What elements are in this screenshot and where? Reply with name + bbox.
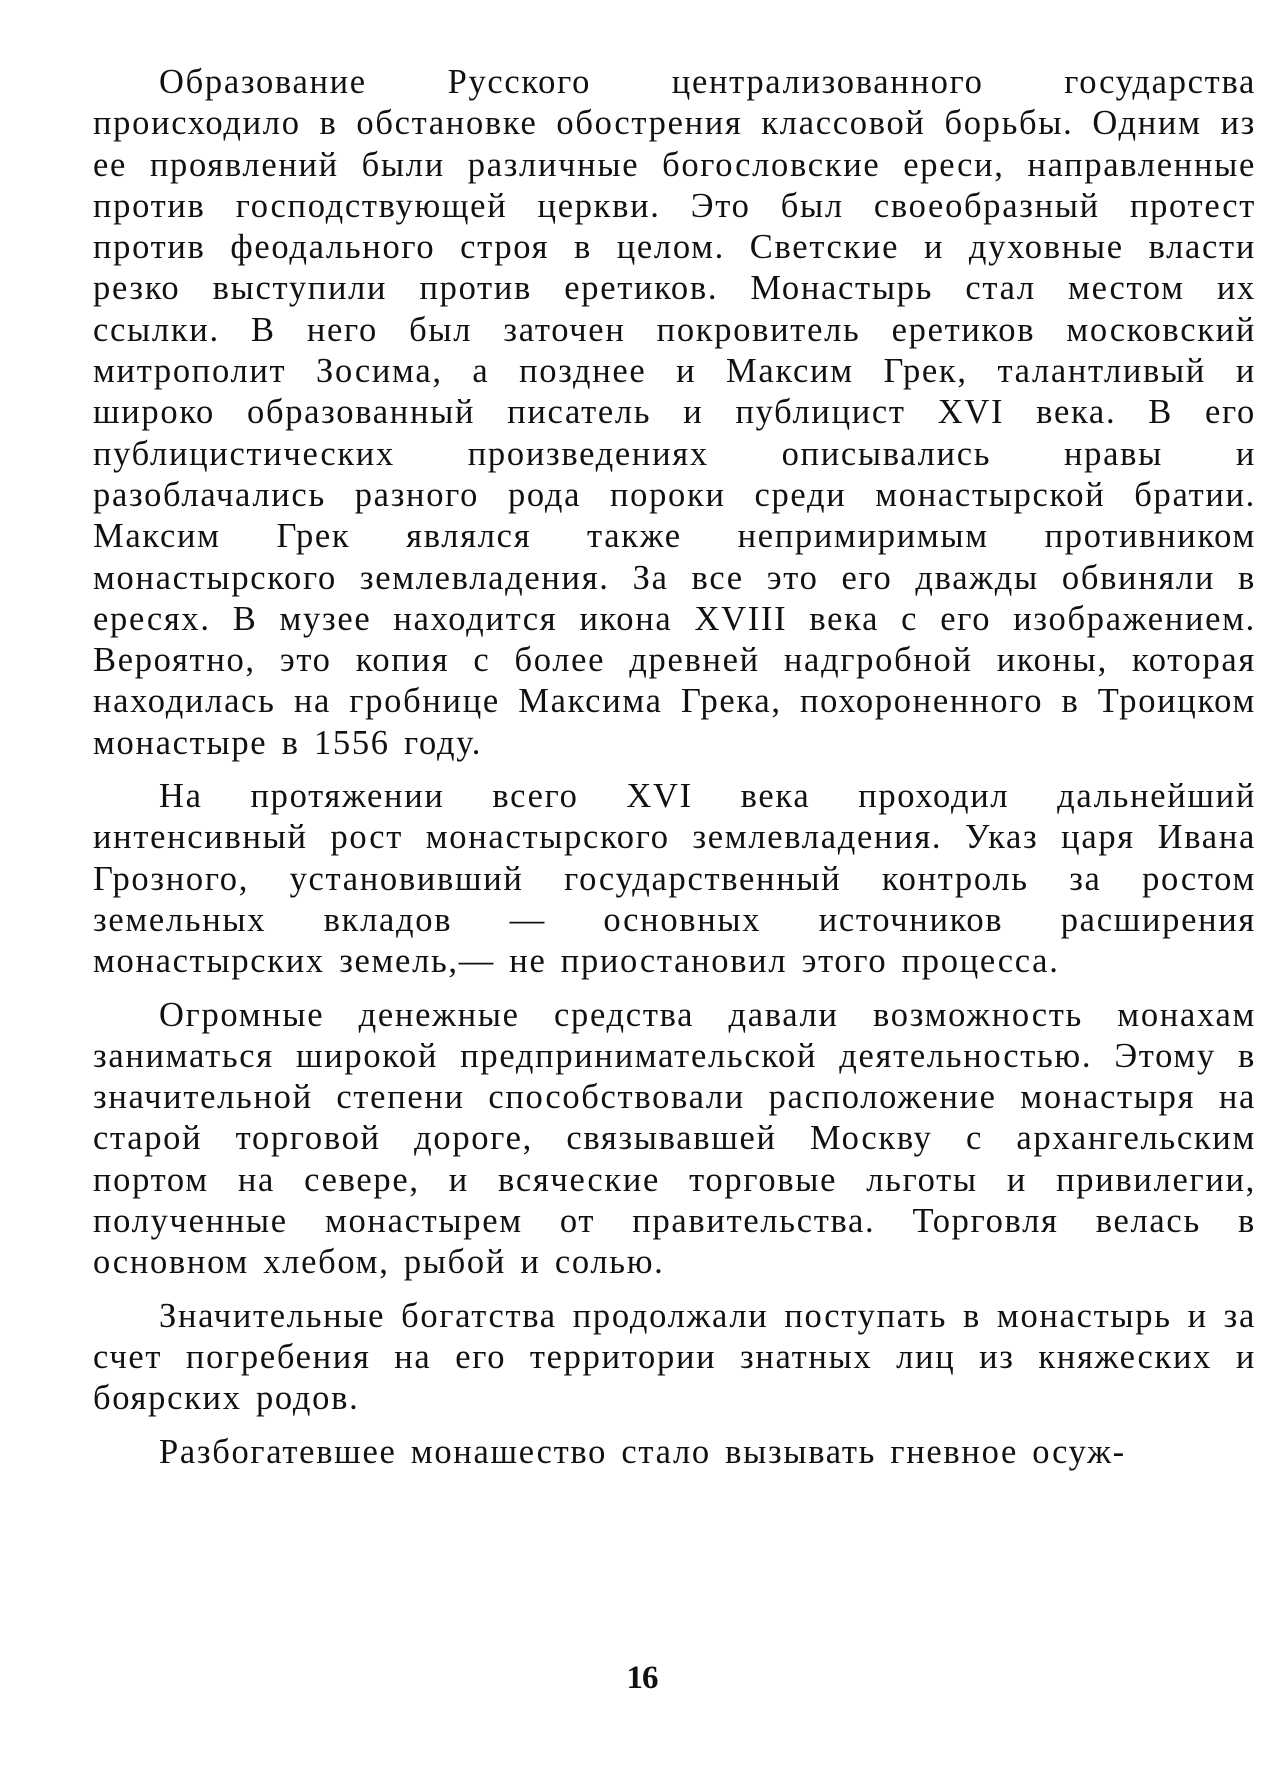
paragraph-5: Разбогатевшее монашество стало вызывать гневное осуж- — [159, 1432, 1126, 1471]
paragraph-4: Значительные богатства продолжали поступать в монастырь и за счет погребения на его территории знатных лиц из княжеских и боярских родов. — [93, 1296, 1256, 1418]
paragraph-3: Огромные денежные средства давали возможность монахам заниматься широкой предпринимательской деятельностью. Этому в значительной степени способствовали расположение монастыря на старой торговой дороге, связывавшей Москву с архангельским портом на севере, и всяческие торговые льготы и привилегии, полученные монастырем от правительства. Торговля велась в основном хлебом, рыбой и солью. — [93, 995, 1256, 1282]
paragraph-2: На протяжении всего XVI века проходил дальнейший интенсивный рост монастырского землевладения. Указ царя Ивана Грозного, установивший государственный контроль за ростом земельных вкладов — основных источников расширения монастырских земель,— не приостановил этого процесса. — [93, 777, 1256, 981]
page-number: 16 — [626, 1660, 658, 1696]
page-body — [93, 62, 1256, 1473]
paragraph-1: Образование Русского централизованного государства происходило в обстановке обострения классовой борьбы. Одним из ее проявлений были различные богословские ереси, направленные против господствующей церкви. Это был своеобразный протест против феодального строя в целом. Светские и духовные власти резко выступили против еретиков. Монастырь стал местом их ссылки. В него был заточен покровитель еретиков московский митрополит Зосима, а позднее и Максим Грек, талантливый и широко образованный писатель и публицист XVI века. В его публицистических произведениях описывались нравы и разоблачались разного рода пороки среди монастырской братии. Максим Грек являлся также непримиримым противником монастырского землевладения. За все это его дважды обвиняли в ересях. В музее находится икона XVIII века с его изображением. Вероятно, это копия с более древней надгробной иконы, которая находилась на гробнице Максима Грека, похороненного в Троицком монастыре в 1556 году. — [93, 63, 1256, 762]
